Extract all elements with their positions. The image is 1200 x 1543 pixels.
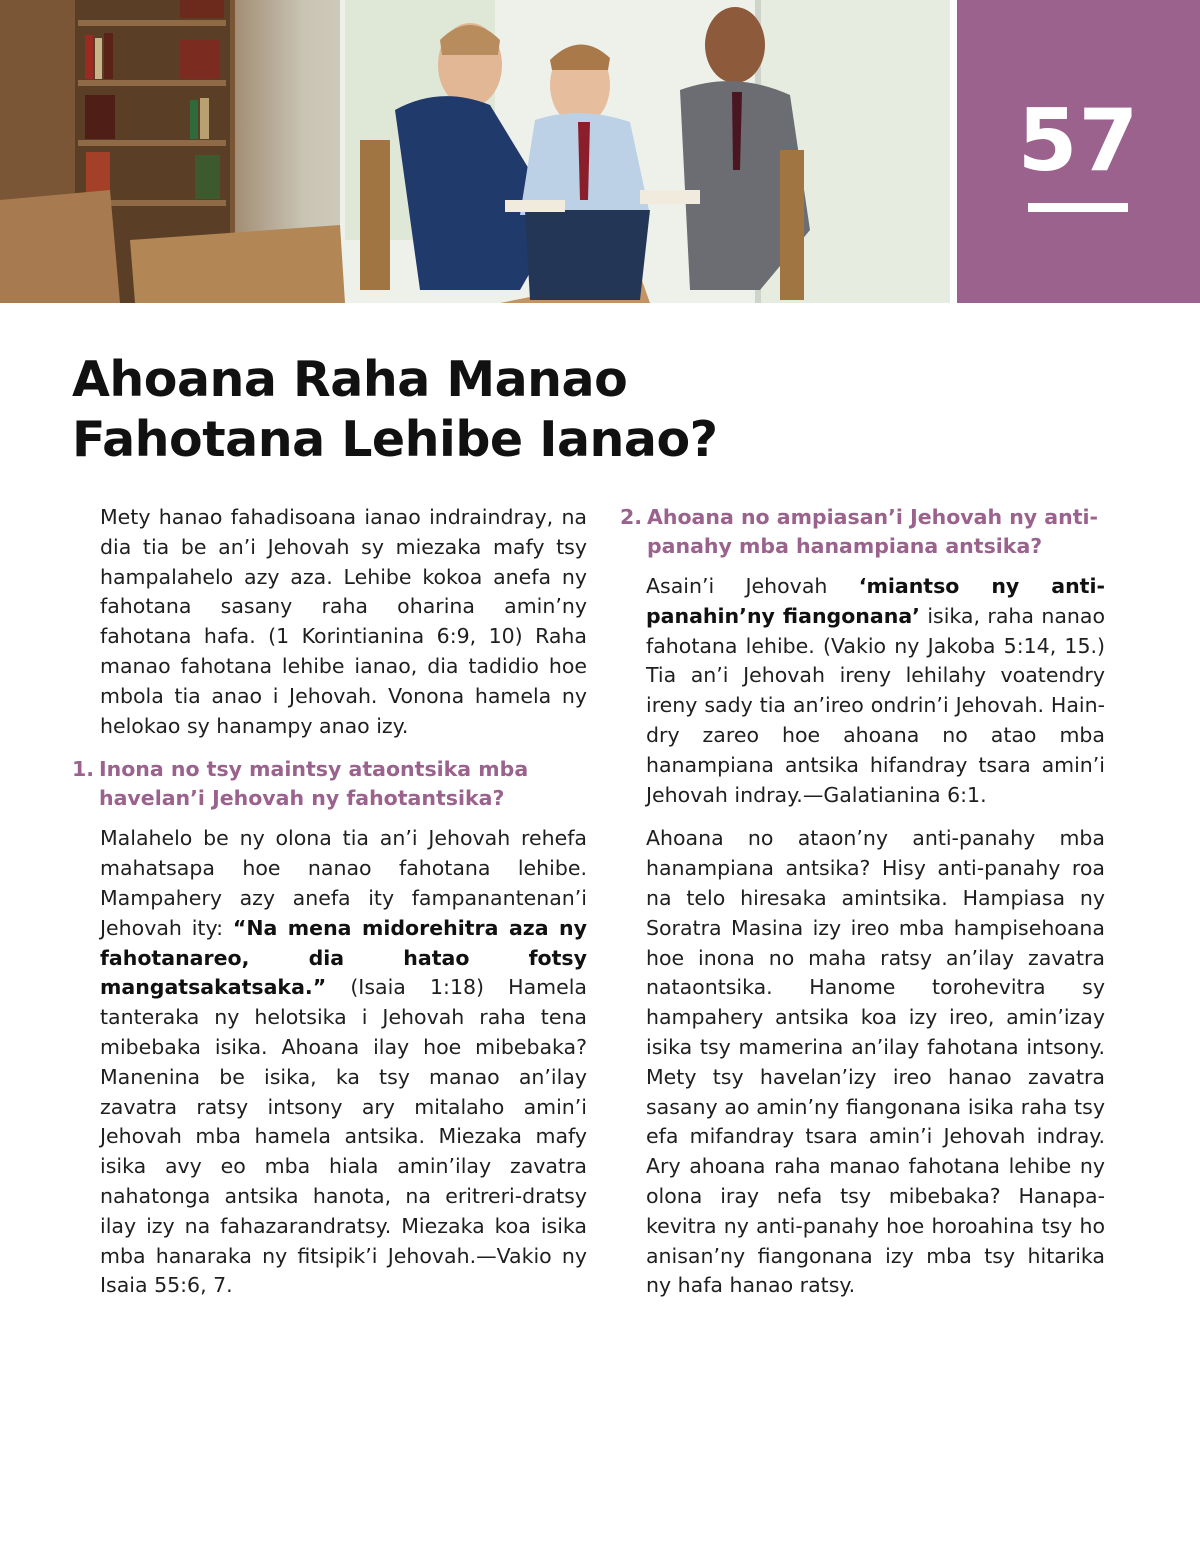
hero-photo [0,0,950,303]
question-1-text: Inona no tsy maintsy ataontsika mba havelan’i Jehovah ny fahotantsika? [99,757,529,810]
question-2-paragraph-1 [620,572,1105,810]
page-title [72,350,832,470]
elders-quote: ‘miantso ny anti-panahin’ny fiangonana’ [646,574,1105,628]
question-1-heading [72,755,587,812]
lesson-number-box [957,0,1200,303]
lesson-number-underline [1028,203,1128,212]
question-1-paragraph-end: (Isaia 1:18) Hamela tanteraka ny helotsika i Jehovah raha tena mibebaka isika. Ahoana ilay hoe mibebaka? Manenina be isika, ka tsy manao an’ilay zavatra ratsy intsony ary mitalaho amin’i Jehovah mba hamela antsika. Miezaka mafy isika avy eo mba hiala amin’ilay zavatra nahatonga antsika hanota, na eritreri-dratsy ilay izy na fahazarandratsy. Miezaka koa isika mba hanaraka ny fitsipik’i Jehovah.—Vakio ny Isaia 55:6, 7. [100,975,587,1298]
question-2-paragraph-1-start: Asain’i Jehovah [646,574,859,598]
lesson-number: 57 [1017,91,1140,191]
question-2-paragraph-1-end: isika, raha nanao fahotana lehibe. (Vakio ny Jakoba 5:14, 15.) Tia an’i Jehovah ireny lehilahy voatendry ireny sady tia an’ireo ondrin’i Jehovah. Hain-dry zareo hoe ahoana no atao mba hanampiana antsika hifandray tsara amin’i Jehovah indray.—Galatianina 6:1. [646,603,1105,807]
left-column [72,503,587,1315]
question-2-heading [620,503,1105,560]
question-2-number: 2. [620,505,643,529]
question-1-number: 1. [72,757,95,782]
isaiah-quote: “Na mena midorehitra aza ny fahotanareo, dia hatao fotsy mangatsakatsaka.” [100,915,587,1000]
question-1-paragraph [72,824,587,1301]
question-2-paragraph-2: Ahoana no ataon’ny anti-panahy mba hanampiana antsika? Hisy anti-panahy roa na telo hiresaka amintsika. Hampiasa ny Soratra Masina izy ireo mba hampisehoana hoe inona no maha ratsy an’ilay zavatra nataontsika. Hanome torohevitra sy hampahery antsika koa izy ireo, amin’izay isika tsy mamerina an’ilay fahotana intsony. Mety tsy havelan’izy ireo hanao zavatra sasany ao amin’ny fiangonana isika raha tsy efa mifandray tsara amin’i Jehovah indray. Ary ahoana raha manao fahotana lehibe ny olona iray nefa tsy mibebaka? Hanapa-kevitra ny anti-panahy hoe horoahina tsy ho anisan’ny fiangonana izy mba tsy hitarika ny hafa hanao ratsy. [646,826,1105,1298]
hero-illustration [0,0,950,303]
page-title-line-2: Fahotana Lehibe Ianao? [72,411,718,468]
page-title-line-1: Ahoana Raha Manao [72,351,628,408]
intro-paragraph: Mety hanao fahadisoana ianao indraindray, na dia tia be an’i Jehovah sy miezaka mafy tsy hampalahelo azy aza. Lehibe kokoa anefa ny fahotana sasany raha oharina amin’ny fahotana hafa. (1 Korintianina 6:9, 10) Raha manao fahotana lehibe ianao, dia tadidio hoe mbola tia anao i Jehovah. Vonona hamela ny helokao sy hanampy anao izy. [100,505,587,738]
right-column [620,503,1105,1315]
question-2-text: Ahoana no ampiasan’i Jehovah ny anti-panahy mba hanampiana antsika? [647,505,1099,558]
question-1-paragraph-start: Malahelo be ny olona tia an’i Jehovah rehefa mahatsapa hoe nanao fahotana lehibe. Mampahery azy anefa ity fampanantenan’i Jehovah ity: [100,826,587,940]
